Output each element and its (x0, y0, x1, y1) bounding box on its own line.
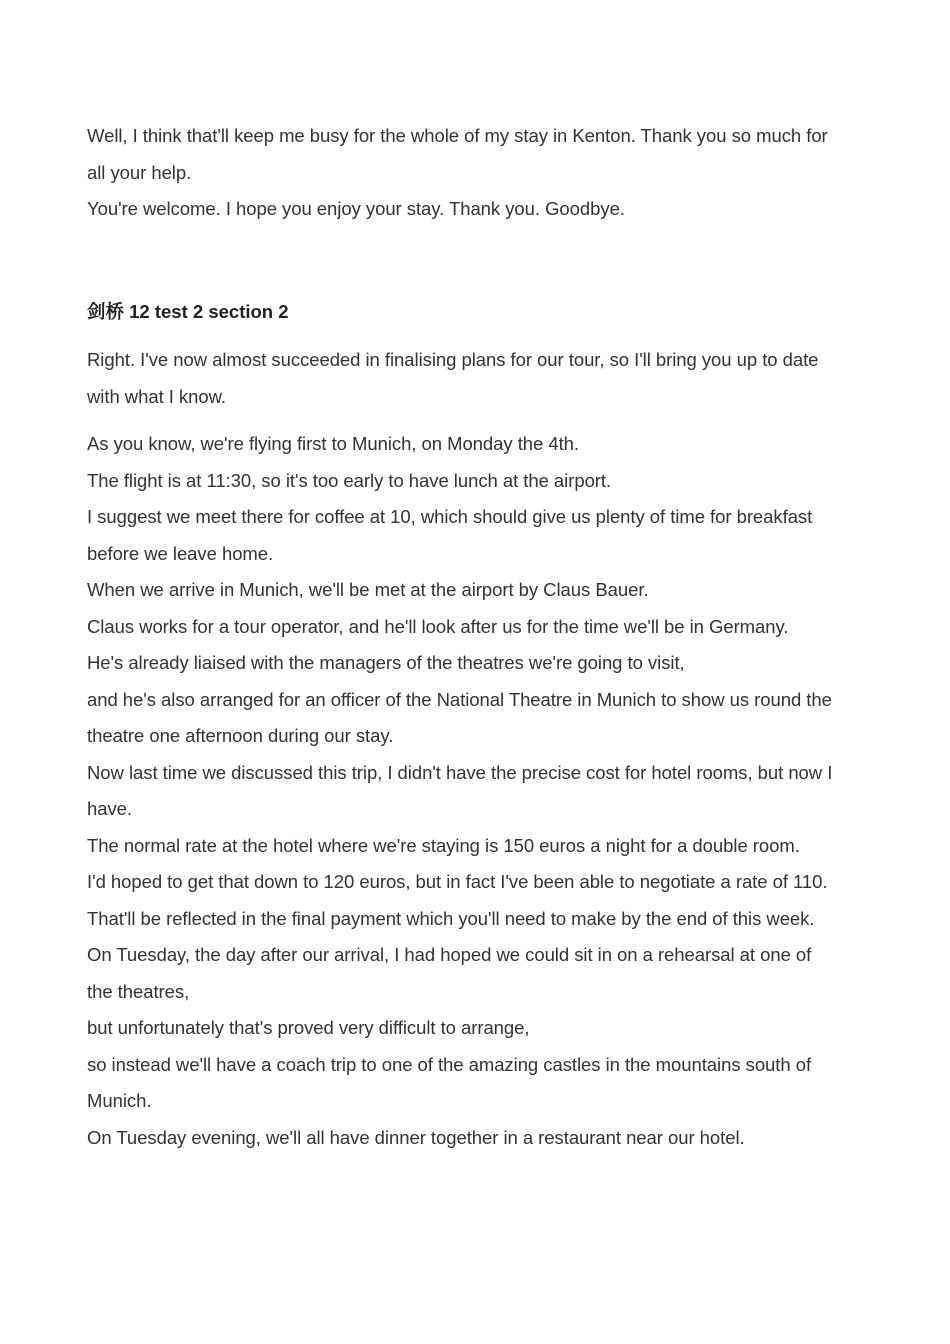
text-line: You're welcome. I hope you enjoy your stay. Thank you. Goodbye. (87, 198, 625, 219)
text-line: before we leave home. (87, 542, 274, 564)
text-line: and he's also arranged for an officer of the National Theatre in Munich to show us round the (87, 688, 832, 710)
text-line: On Tuesday, the day after our arrival, I had hoped we could sit in on a rehearsal at one of (87, 944, 812, 965)
text-line: have. (87, 798, 133, 819)
text-line: Right. I've now almost succeeded in finalising plans for our tour, so I'll bring you up to date (87, 349, 819, 370)
body-paragraph (87, 426, 832, 1156)
text-line: Claus works for a tour operator, and he'll look after us for the time we'll be in Germany. (87, 615, 789, 637)
text-line: The flight is at 11:30, so it's too early to have lunch at the airport. (87, 469, 612, 491)
text-line: When we arrive in Munich, we'll be met at the airport by Claus Bauer. (87, 579, 649, 600)
text-line: all your help. (87, 161, 192, 183)
section-title: 剑桥 12 test 2 section 2 (87, 301, 289, 322)
text-line: with what I know. (87, 385, 226, 407)
text-line: but unfortunately that's proved very difficult to arrange, (87, 1017, 530, 1038)
opening-paragraph (87, 342, 818, 415)
text-line: As you know, we're flying first to Munich, on Monday the 4th. (87, 433, 580, 454)
text-line: so instead we'll have a coach trip to one of the amazing castles in the mountains south of (87, 1053, 812, 1075)
text-line: Munich. (87, 1090, 152, 1111)
text-line: the theatres, (87, 980, 190, 1002)
intro-paragraph (87, 118, 828, 228)
text-line: I suggest we meet there for coffee at 10, which should give us plenty of time for breakfast (87, 506, 813, 527)
text-line: That'll be reflected in the final payment which you'll need to make by the end of this week. (87, 907, 815, 929)
text-line: He's already liaised with the managers of the theatres we're going to visit, (87, 652, 685, 673)
text-line: The normal rate at the hotel where we're staying is 150 euros a night for a double room. (87, 834, 800, 856)
text-line: On Tuesday evening, we'll all have dinner together in a restaurant near our hotel. (87, 1126, 745, 1148)
text-line: Well, I think that'll keep me busy for the whole of my stay in Kenton. Thank you so much for (87, 125, 828, 146)
text-line: I'd hoped to get that down to 120 euros, but in fact I've been able to negotiate a rate of 110. (87, 871, 828, 892)
text-line: theatre one afternoon during our stay. (87, 725, 394, 746)
text-line: Now last time we discussed this trip, I didn't have the precise cost for hotel rooms, but now I (87, 761, 833, 783)
